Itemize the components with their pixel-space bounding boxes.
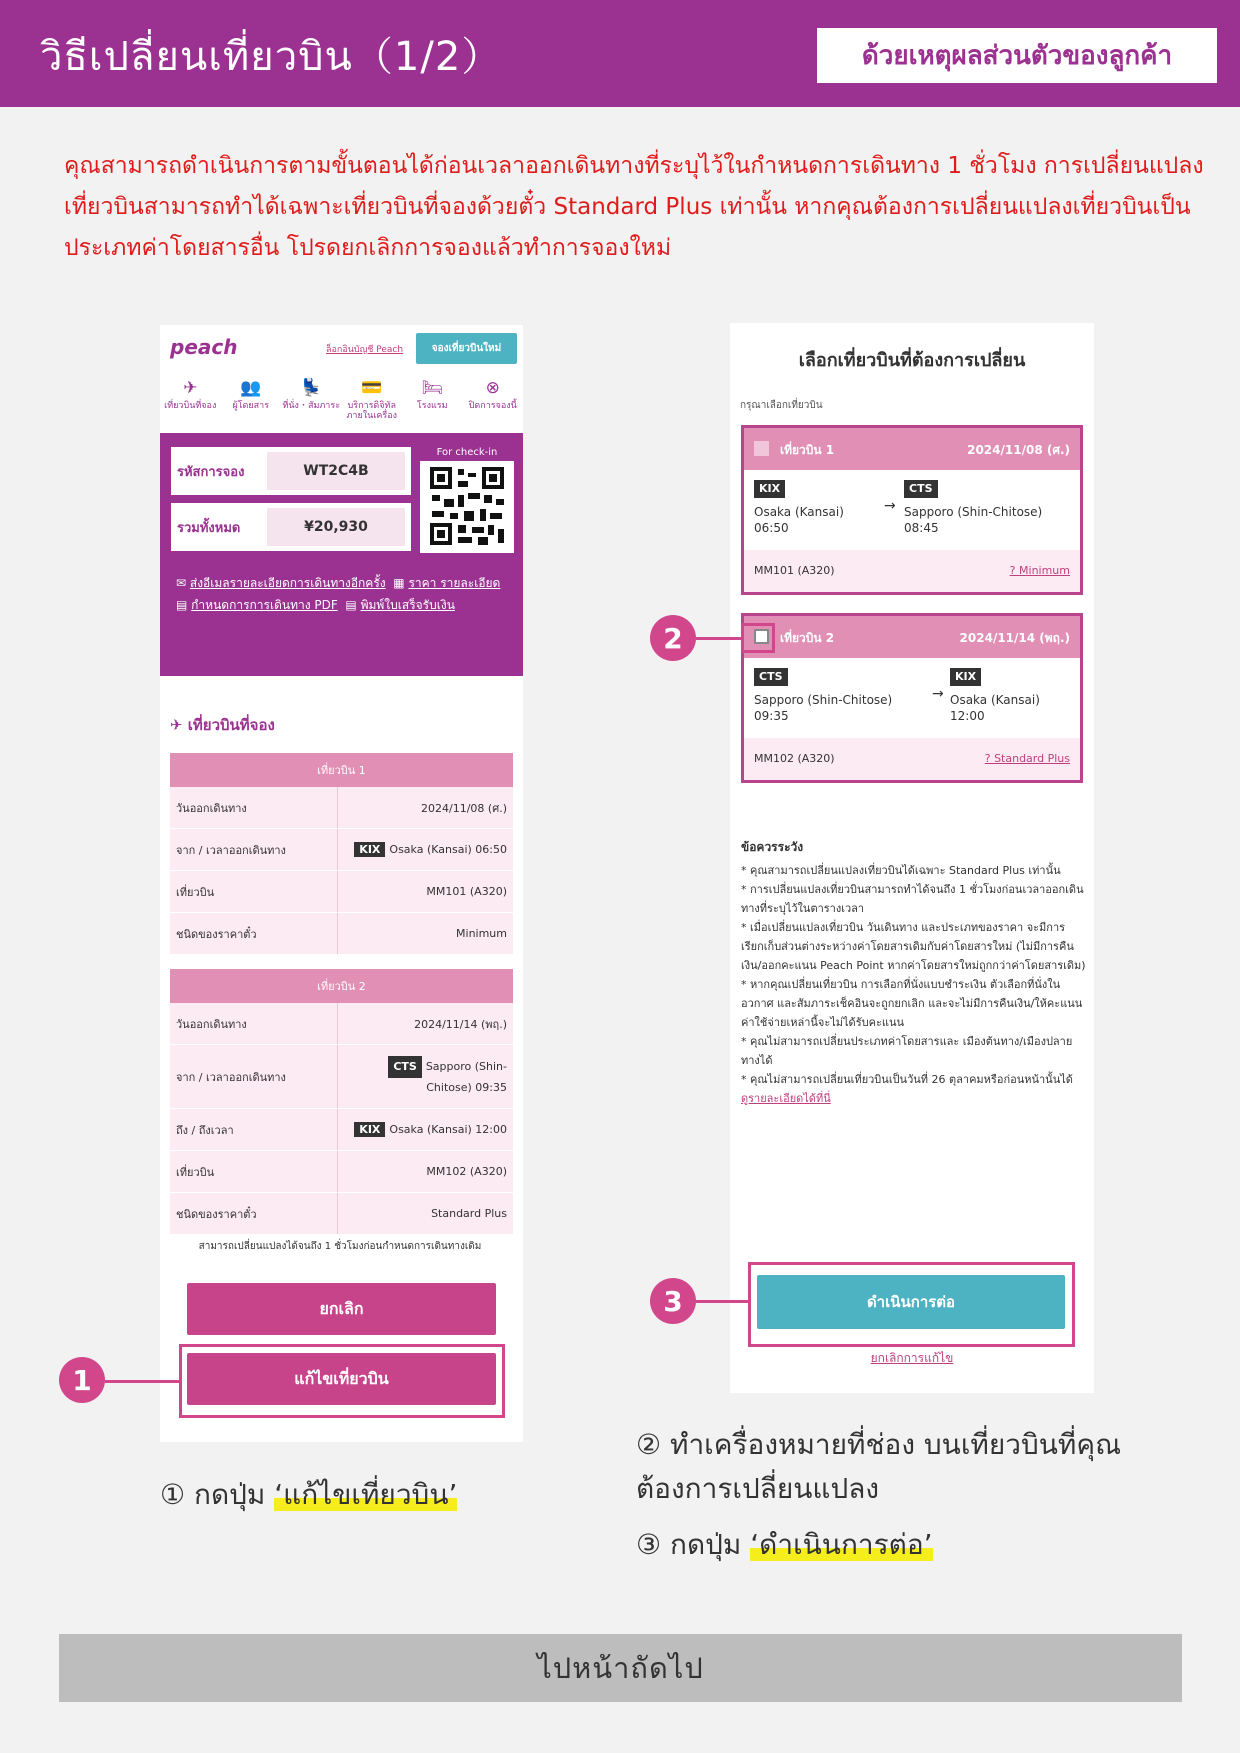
airport-code: KIX <box>354 1122 385 1137</box>
total-label: รวมทั้งหมด <box>177 520 241 536</box>
callout-line <box>105 1380 179 1383</box>
table-row: จาก / เวลาออกเดินทาง CTS Sapporo (Shin-Chitose) 09:35 <box>170 1045 513 1109</box>
card-icon: 💳 <box>361 378 383 398</box>
help-icon: ? <box>1009 564 1020 577</box>
arrow-right-icon: → <box>932 686 944 702</box>
airport-code: CTS <box>388 1056 422 1078</box>
caution-item: * คุณไม่สามารถเปลี่ยนประเภทค่าโดยสารและ เมืองต้นทาง/เมืองปลายทางได้ <box>741 1035 1073 1067</box>
caution-title: ข้อควรระวัง <box>741 840 804 854</box>
passengers-icon: 👥 <box>240 378 262 398</box>
flight1-card: เที่ยวบิน 1 2024/11/08 (ศ.) KIX Osaka (Kansai) 06:50 → CTS Sapporo (Shin-Chitose) 08:45 MM101 (A320) ? Minimum <box>741 425 1083 595</box>
cancel-button[interactable]: ยกเลิก <box>187 1283 496 1335</box>
receipt-icon: ▤ <box>345 598 361 612</box>
highlight-edit-button <box>179 1344 505 1418</box>
booking-screen <box>160 325 523 1442</box>
table-row: ถึง / ถึงเวลา KIX Osaka (Kansai) 12:00 <box>170 1109 513 1151</box>
caution-item: * คุณสามารถเปลี่ยนแปลงเที่ยวบินได้เฉพาะ Standard Plus เท่านั้น <box>741 864 1061 877</box>
table-row: จาก / เวลาออกเดินทาง KIX Osaka (Kansai) 06:50 <box>170 829 513 871</box>
callout-line <box>696 637 741 640</box>
checkin-qr <box>420 447 514 553</box>
nav-passengers[interactable]: 👥 ผู้โดยสาร <box>232 378 270 411</box>
booked-flights-title: ✈ เที่ยวบินที่จอง <box>170 716 275 734</box>
departure: CTS Sapporo (Shin-Chitose) 09:35 <box>754 670 893 723</box>
new-booking-button[interactable]: จองเที่ยวบินใหม่ <box>416 333 517 364</box>
highlight-checkbox <box>741 623 775 653</box>
select-flight-hint: กรุณาเลือกเที่ยวบิน <box>740 400 823 411</box>
next-page-button[interactable]: ไปหน้าถัดไป <box>59 1634 1182 1702</box>
account-link[interactable]: ล็อกอินบัญชี Peach <box>326 345 404 355</box>
fare-link[interactable]: ? Standard Plus <box>984 752 1070 765</box>
arrow-right-icon: → <box>884 498 896 514</box>
booking-links <box>176 575 506 613</box>
peach-logo: peach <box>170 335 238 359</box>
help-icon: ? <box>984 752 995 765</box>
callout-2: 2 <box>650 615 696 661</box>
callout-line <box>696 1300 748 1303</box>
table-row: ชนิดของราคาตั๋ว Standard Plus <box>170 1193 513 1235</box>
select-flight-title: เลือกเที่ยวบินที่ต้องการเปลี่ยน <box>798 350 1026 371</box>
instruction-3: ③ กดปุ่ม ‘ดำเนินการต่อ’ <box>636 1528 933 1561</box>
departure: KIX Osaka (Kansai) 06:50 <box>754 482 844 535</box>
caution-section <box>741 838 1086 1108</box>
intro-text: คุณสามารถดำเนินการตามขั้นตอนได้ก่อนเวลาออกเดินทางที่ระบุไว้ในกำหนดการเดินทาง 1 ชั่วโมง การเปลี่ยนแปลงเที่ยวบินสามารถทำได้เฉพาะเที่ยวบินที่จองด้วยตั๋ว Standard Plus เท่านั้น หากคุณต้องการเปลี่ยนแปลงเที่ยวบินเป็นประเภทค่าโดยสารอื่น โปรดยกเลิกการจองแล้วทำการจองใหม่ <box>64 153 1204 261</box>
caution-item: * หากคุณเปลี่ยนเที่ยวบิน การเลือกที่นั่งแบบชำระเงิน ตัวเลือกที่นั่งในอวกาศ และสัมภาระเช็คอินจะถูกยกเลิก และจะไม่มีการคืนเงิน/ให้คะแนนค่าใช้จ่ายเหล่านี้จะไม่ได้รับคะแนน <box>741 978 1083 1029</box>
total-amount: ¥20,930 <box>267 508 405 546</box>
instruction-2: ② ทำเครื่องหมายที่ช่อง บนเที่ยวบินที่คุณต้องการเปลี่ยนแปลง <box>636 1428 1122 1505</box>
flight2-table <box>170 969 513 1235</box>
flight1-checkbox[interactable] <box>754 441 769 456</box>
nav-seat[interactable]: 💺 ที่นั่ง・สัมภาระ <box>282 378 341 411</box>
booking-nav <box>160 377 523 433</box>
cancel-icon: ⊗ <box>485 378 500 398</box>
nav-cancel[interactable]: ⊗ ปิดการจองนี้ <box>468 378 517 411</box>
itinerary-pdf-link[interactable]: กำหนดการการเดินทาง PDF <box>191 598 338 612</box>
nav-services[interactable]: 💳 บริการดิจิทัล ภายในเครื่อง <box>346 378 398 421</box>
total-row <box>171 503 411 551</box>
flight2-header: เที่ยวบิน 2 <box>170 969 513 1003</box>
flight1-header: เที่ยวบิน 1 <box>170 753 513 787</box>
document-icon: ▤ <box>176 598 192 612</box>
caution-item: * เมื่อเปลี่ยนแปลงเที่ยวบิน วันเดินทาง และประเภทของราคา จะมีการเรียกเก็บส่วนต่างระหว่างค่าโดยสารเดิมกับค่าโดยสารใหม่ (ไม่มีการคืนเงิน/ออกคะแนน Peach Point หากค่าโดยสารใหม่ถูกกว่าค่าโดยสารเดิม) <box>741 921 1086 972</box>
booking-code: WT2C4B <box>267 452 405 490</box>
highlight-continue-button <box>748 1262 1075 1347</box>
arrival: CTS Sapporo (Shin-Chitose) 08:45 <box>904 482 1043 535</box>
flight1-table <box>170 753 513 955</box>
caution-item: * คุณไม่สามารถเปลี่ยนเที่ยวบินเป็นวันที่ 26 ตุลาคมหรือก่อนหน้านั้นได้ <box>741 1073 1073 1086</box>
page-header <box>0 0 1240 107</box>
continue-button[interactable]: ดำเนินการต่อ <box>757 1275 1065 1329</box>
airport-code: KIX <box>354 842 385 857</box>
table-row: วันออกเดินทาง 2024/11/08 (ศ.) <box>170 787 513 829</box>
table-row: ชนิดของราคาตั๋ว Minimum <box>170 913 513 955</box>
plane-icon: ✈ <box>170 716 188 734</box>
select-flight-screen <box>730 323 1094 1393</box>
hotel-icon: 🛏 <box>421 378 444 398</box>
nav-flights[interactable]: ✈ เที่ยวบินที่จอง <box>164 378 217 411</box>
seat-icon: 💺 <box>300 378 322 398</box>
calculator-icon: ▦ <box>393 576 409 590</box>
reason-badge: ด้วยเหตุผลส่วนตัวของลูกค้า <box>817 28 1217 83</box>
qr-code-icon <box>428 465 506 547</box>
page-title: วิธีเปลี่ยนเที่ยวบิน（1/2） <box>40 34 503 80</box>
nav-hotel[interactable]: 🛏 โรงแรม <box>416 378 448 411</box>
callout-1: 1 <box>59 1357 105 1403</box>
table-row: เที่ยวบิน MM101 (A320) <box>170 871 513 913</box>
caution-item: * การเปลี่ยนแปลงเที่ยวบินสามารถทำได้จนถึง 1 ชั่วโมงก่อนเวลาออกเดินทางที่ระบุไว้ในตารางเวลา <box>741 883 1084 915</box>
booking-summary <box>160 433 523 676</box>
arrival: KIX Osaka (Kansai) 12:00 <box>950 670 1040 723</box>
edit-flight-button[interactable]: แก้ไขเที่ยวบิน <box>187 1353 496 1405</box>
change-deadline-note: สามารถเปลี่ยนแปลงได้จนถึง 1 ชั่วโมงก่อนกำหนดการเดินทางเดิม <box>198 1241 482 1252</box>
email-itinerary-link[interactable]: ส่งอีเมลรายละเอียดการเดินทางอีกครั้ง <box>189 576 386 590</box>
booking-code-label: รหัสการจอง <box>177 464 245 480</box>
table-row: เที่ยวบิน MM102 (A320) <box>170 1151 513 1193</box>
fare-link[interactable]: ? Minimum <box>1009 564 1070 577</box>
flight2-card: เที่ยวบิน 2 2024/11/14 (พฤ.) CTS Sapporo (Shin-Chitose) 09:35 → KIX Osaka (Kansai) 12:00 MM102 (A320) ? Standard Plus <box>741 613 1083 783</box>
receipt-link[interactable]: พิมพ์ใบเสร็จรับเงิน <box>360 598 455 612</box>
table-row: วันออกเดินทาง 2024/11/14 (พฤ.) <box>170 1003 513 1045</box>
mail-icon: ✉ <box>176 576 190 590</box>
price-detail-link[interactable]: ราคา รายละเอียด <box>408 576 501 590</box>
instruction-1: ① กดปุ่ม ‘แก้ไขเที่ยวบิน’ <box>160 1478 458 1511</box>
cancel-edit-link[interactable]: ยกเลิกการแก้ไข <box>870 1351 954 1365</box>
checkin-caption: For check-in <box>420 447 514 461</box>
callout-3: 3 <box>650 1278 696 1324</box>
details-link[interactable]: ดูรายละเอียดได้ที่นี่ <box>741 1092 831 1105</box>
booking-code-row <box>171 447 411 495</box>
plane-icon: ✈ <box>183 378 198 398</box>
